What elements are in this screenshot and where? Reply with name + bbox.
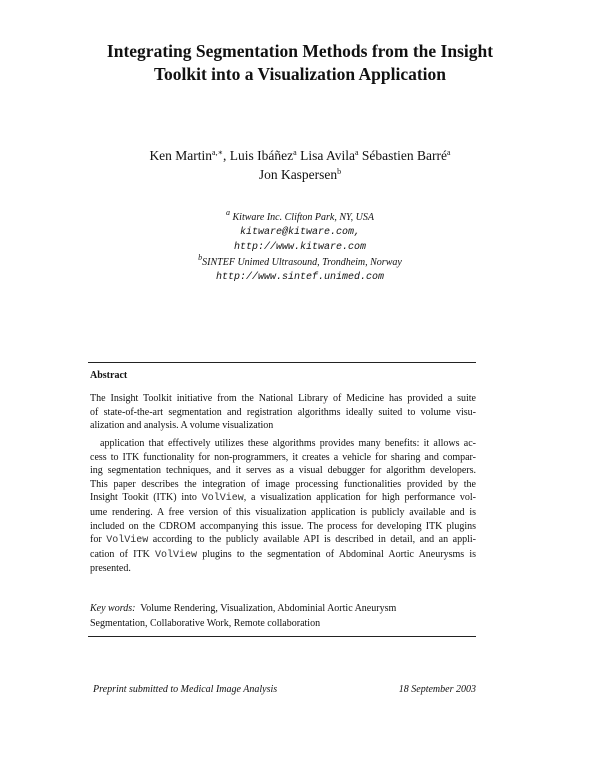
keywords-line-1 xyxy=(90,601,476,616)
abstract-line: included on the CDROM accompanying this issue. The process for developing ITK plugins xyxy=(90,520,476,532)
abstract-line: presented. xyxy=(90,563,131,575)
author-list xyxy=(60,146,540,184)
author-affil-mark: a,∗ xyxy=(212,148,224,157)
author-name: Ken Martin xyxy=(149,148,213,163)
abstract-paragraph-1 xyxy=(90,392,476,433)
abstract-heading: Abstract xyxy=(90,370,128,381)
title-line-2: Toolkit into a Visualization Application xyxy=(153,64,447,84)
abstract-line: alization and analysis. A volume visualization xyxy=(90,420,274,432)
author-name: Luis Ibáñez xyxy=(229,148,294,163)
abstract-top-rule xyxy=(88,362,476,363)
paper-title xyxy=(60,40,540,86)
preprint-note: Preprint submitted to Medical Image Analysis xyxy=(93,684,278,695)
affil-b-text: SINTEF Unimed Ultrasound, Trondheim, Norway xyxy=(202,257,402,268)
abstract-line: ing segmentation techniques, and it serves as a visual debugger for algorithm developers. xyxy=(90,465,476,477)
text-run: according to the publicly available API is described in detail, and an appli- xyxy=(148,534,476,546)
text-run: cation of ITK xyxy=(90,548,156,560)
keywords-text: Volume Rendering, Visualization, Abdominial Aortic Aneurysm xyxy=(140,603,397,614)
affil-a-text: Kitware Inc. Clifton Park, NY, USA xyxy=(232,212,374,223)
code-volview: VolView xyxy=(155,549,198,561)
abstract-line xyxy=(90,548,476,563)
affiliations xyxy=(60,210,540,285)
text-run: , a visualization application for high performance vol- xyxy=(243,492,476,504)
author-affil-mark: a xyxy=(293,148,297,157)
affil-mark-a: a xyxy=(226,208,230,217)
abstract-line xyxy=(90,533,476,548)
title-line-1: Integrating Segmentation Methods from the Insight xyxy=(106,41,494,61)
affil-b-url[interactable]: http://www.sintef.unimed.com xyxy=(215,272,385,283)
author-affil-mark: a xyxy=(447,148,451,157)
preprint-date: 18 September 2003 xyxy=(398,684,476,695)
abstract-line: of state-of-the-art segmentation and registration algorithms ideally suited to volume visu- xyxy=(90,406,476,418)
affiliation-b xyxy=(60,255,540,270)
author-line-2 xyxy=(60,165,540,184)
author-name: Sébastien Barré xyxy=(361,148,447,163)
author-line-1: Ken Martin$^{a,∗}$, Luis Ibáñez$^a$ Lisa Avila$^a$ Sébastien Barré$^a$ xyxy=(149,148,451,163)
affiliation-a xyxy=(60,210,540,225)
abstract-line: application that effectively utilizes these algorithms provides many benefits: it allows ac- xyxy=(100,438,476,449)
code-volview: VolView xyxy=(106,535,149,547)
text-run: plugins to the segmentation of Abdominal Aortic Aneurysms is xyxy=(197,548,476,560)
abstract-line: cess to ITK functionality for non-programmers, it creates a vehicle for sharing and compar- xyxy=(90,451,476,463)
affil-a-email[interactable]: kitware@kitware.com, xyxy=(239,227,361,238)
affil-mark-b: b xyxy=(198,253,203,262)
keywords-label: Key words: xyxy=(90,603,136,614)
text-run: Insight Tookit (ITK) into xyxy=(90,492,202,504)
author-affil-mark: b xyxy=(337,167,342,176)
text-run: for xyxy=(90,534,107,546)
abstract-line: This paper describes the integration of image processing functionalities provided by the xyxy=(90,478,476,490)
abstract-paragraph-2 xyxy=(90,437,476,576)
author-name: Lisa Avila xyxy=(300,148,355,163)
abstract-line xyxy=(90,491,476,506)
code-volview: VolView xyxy=(201,493,244,505)
abstract-line: ume rendering. A free version of this visualization application is publicly available and is xyxy=(90,506,476,518)
abstract-bottom-rule xyxy=(88,636,476,637)
keywords xyxy=(90,601,476,631)
keywords-line-2: Segmentation, Collaborative Work, Remote collaboration xyxy=(90,618,321,629)
author-affil-mark: a xyxy=(354,148,359,157)
affil-a-url[interactable]: http://www.kitware.com xyxy=(233,242,367,253)
author-name: Jon Kaspersen xyxy=(258,167,338,182)
abstract-line: The Insight Toolkit initiative from the National Library of Medicine has provided a suite xyxy=(90,393,476,404)
